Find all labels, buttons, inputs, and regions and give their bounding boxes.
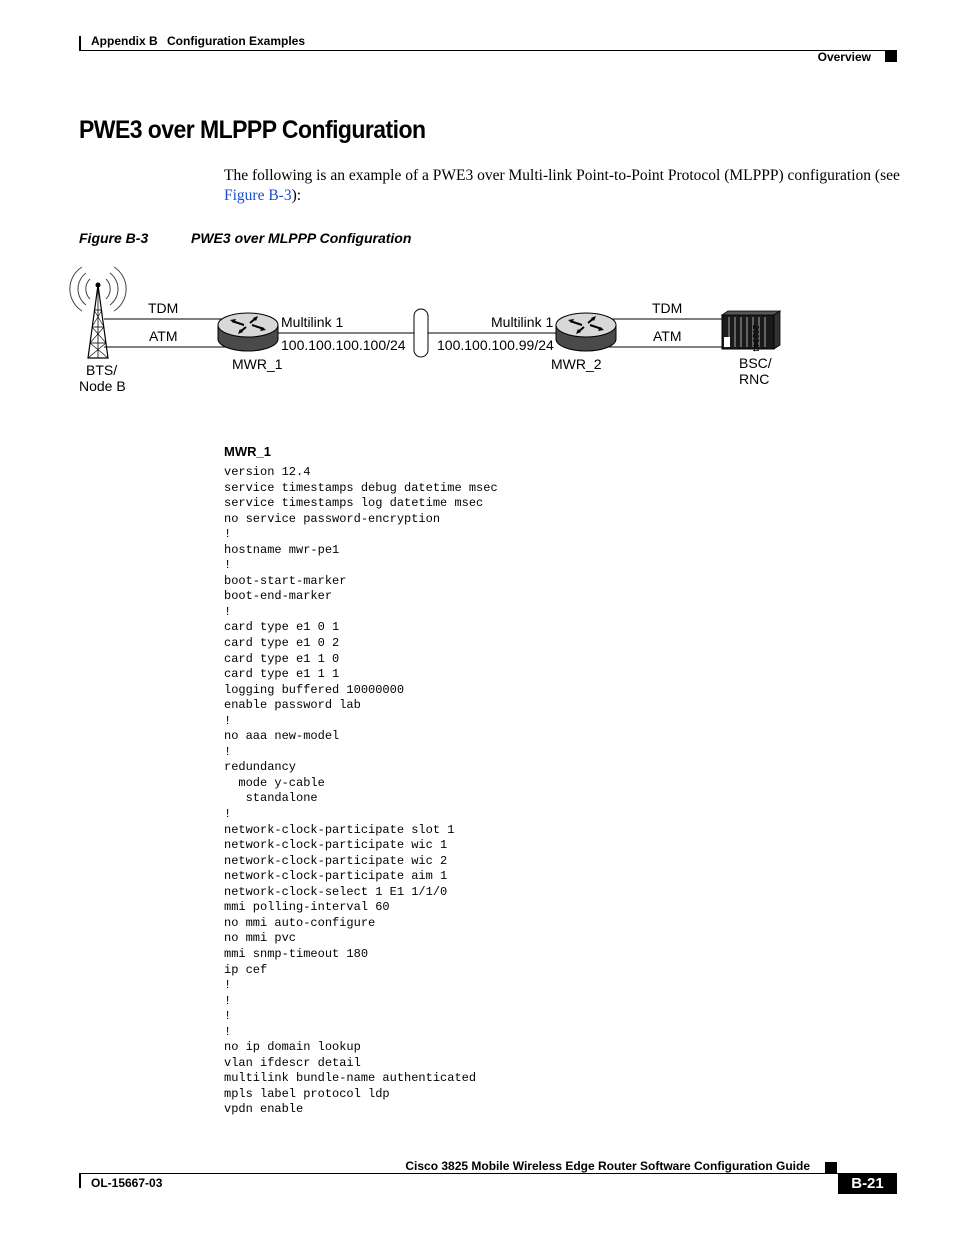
footer-guide-title: Cisco 3825 Mobile Wireless Edge Router Software Configuration Guide [405,1159,810,1173]
config-code-block: version 12.4 service timestamps debug datetime msec service timestamps log datetime msec no service password-encryption ! hostname mwr-pe1 ! boot-start-marker boot-end-marker ! card type e1 0 1 card type e1 0 2 card type e1 1 0 card type e1 1 1 logging buffered 10000000 enable password lab ! no aaa new-model ! redundancy mode y-cable standalone ! network-clock-participate slot 1 network-clock-participate wic 1 network-clock-participate wic 2 network-clock-participate aim 1 network-clock-select 1 E1 1/1/0 mmi polling-interval 60 no mmi auto-configure no mmi pvc mmi snmp-timeout 180 ip cef ! ! ! ! no ip domain lookup vlan ifdescr detail multilink bundle-name authenticated mpls label protocol ldp vpdn enable [224,465,498,1117]
label-bsc-line2: RNC [739,371,770,387]
label-atm-left: ATM [149,328,178,344]
label-mwr2: MWR_2 [551,356,602,372]
page-title: PWE3 over MLPPP Configuration [79,116,426,144]
header-section: Overview [817,50,871,64]
diagram-graphics [0,255,954,405]
header-chapter: Configuration Examples [167,34,306,48]
intro-text-after: ): [291,186,302,204]
bts-tower-icon [70,267,126,358]
router-mwr1-icon [218,313,278,351]
label-multilink-left: Multilink 1 [281,314,344,330]
footer-rule [79,1173,897,1174]
figure-number: Figure B-3 [79,230,149,246]
header-rule [79,50,897,51]
page-number: B-21 [838,1174,897,1194]
label-mwr1: MWR_1 [232,356,283,372]
label-tdm-left: TDM [148,300,179,316]
intro-paragraph [224,166,904,205]
multilink-bundle-icon [414,309,428,357]
intro-text-before: The following is an example of a PWE3 over Multi-link Point-to-Point Protocol (MLPPP) configuration (see [224,167,900,184]
header-left-bar [79,36,81,50]
label-atm-right: ATM [653,328,682,344]
figure-id: 202344 [751,325,760,352]
label-multilink-right: Multilink 1 [491,314,554,330]
label-bsc-line1: BSC/ [739,355,772,371]
header-section-block [885,51,897,62]
figure-link[interactable]: Figure B-3 [224,186,292,204]
footer-title-block [825,1162,837,1173]
footer-doc-number: OL-15667-03 [91,1176,163,1190]
footer-left-bar [79,1174,81,1188]
label-bts-line2: Node B [79,378,126,394]
figure-caption: PWE3 over MLPPP Configuration [191,230,412,246]
label-ip-left: 100.100.100.100/24 [281,337,406,353]
header-appendix: Appendix B [91,34,158,48]
label-ip-right: 100.100.100.99/24 [437,337,554,353]
router-mwr2-icon [556,313,616,351]
config-heading: MWR_1 [224,444,271,459]
network-diagram [0,255,954,405]
label-tdm-right: TDM [652,300,683,316]
label-bts-line1: BTS/ [86,362,118,378]
